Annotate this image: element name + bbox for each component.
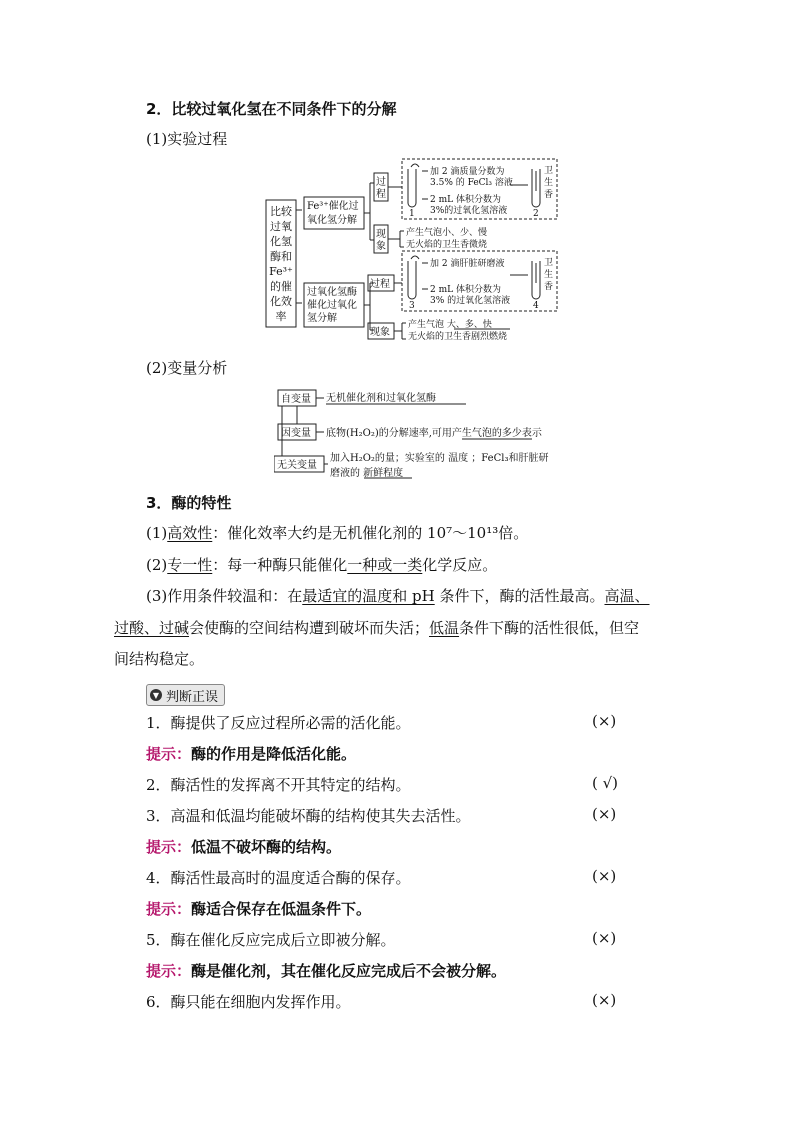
section-3-title: 3．酶的特性 (146, 494, 232, 512)
process-label-1a: 过 (376, 177, 386, 188)
judge-hint-3: 提示：低温不破坏酶的结构。 (146, 838, 342, 856)
judge-mark-5: (×) (592, 929, 617, 947)
phen2-line-1: 产生气泡 大、多、快 (408, 320, 492, 330)
dependent-text: 底物(H₂O₂)的分解速率,可用产生气泡的多少表示 (326, 428, 542, 439)
tube-label-4: 4 (533, 301, 539, 311)
incense2-a: 卫 (544, 258, 554, 268)
efficiency-keyword: 高效性 (167, 524, 213, 542)
variable-analysis-diagram (274, 386, 564, 482)
tube-label-3: 3 (409, 301, 415, 311)
experiment-process-diagram (260, 155, 560, 345)
exp2-line-2: 2 mL 体积分数为 (430, 285, 501, 295)
root-text-4: Fe³⁺ (269, 265, 293, 278)
exp1-line-2: 3.5% 的 FeCl₃ 溶液 (430, 178, 513, 188)
judge-mark-2: ( √) (592, 774, 619, 792)
tube-label-1: 1 (409, 209, 415, 219)
incense2-c: 香 (544, 282, 554, 292)
judge-hint-1: 提示：酶的作用是降低活化能。 (146, 745, 357, 763)
test-tube-3 (408, 261, 416, 299)
judge-badge: ▼ 判断正误 (146, 684, 225, 706)
fe-box-line-1: Fe³⁺催化过 (307, 201, 359, 212)
subsection-variable-analysis: (2)变量分析 (146, 359, 228, 377)
process-label-2: 过程 (370, 279, 390, 290)
independent-text: 无机催化剂和过氧化氢酶 (326, 393, 436, 404)
phen1-line-1: 产生气泡小、少、慢 (406, 228, 488, 238)
dependent-label: 因变量 (281, 428, 311, 439)
property-mild-conditions-line-1: (3)作用条件较温和：在最适宜的温度和 pH 条件下，酶的活性最高。高温、 (146, 587, 650, 605)
chevron-down-icon: ▼ (150, 689, 162, 701)
root-text-7: 率 (275, 310, 287, 323)
section-2-title: 2．比较过氧化氢在不同条件下的分解 (146, 100, 397, 118)
fe-box-line-2: 氧化氢分解 (307, 215, 357, 226)
judge-question-3: 3．高温和低温均能破坏酶的结构使其失去活性。 (146, 807, 471, 825)
property-mild-conditions-line-3: 间结构稳定。 (114, 650, 205, 668)
judge-question-1: 1．酶提供了反应过程所必需的活化能。 (146, 714, 411, 732)
judge-mark-4: (×) (592, 867, 617, 885)
judge-hint-4: 提示：酶适合保存在低温条件下。 (146, 900, 372, 918)
incense1-b: 生 (544, 178, 554, 188)
root-text-2: 化氢 (270, 235, 292, 248)
subsection-experiment-process: (1)实验过程 (146, 130, 228, 148)
enzyme-box-line-2: 催化过氧化 (307, 300, 357, 311)
property-efficiency: (1)高效性：催化效率大约是无机催化剂的 10⁷～10¹³倍。 (146, 524, 529, 542)
independent-label: 自变量 (281, 394, 311, 405)
root-text-6: 化效 (270, 295, 292, 308)
phen2-line-2: 无火焰的卫生香剧烈燃烧 (408, 332, 508, 342)
exp2-line-3: 3% 的过氧化氢溶液 (430, 296, 511, 306)
property-specificity: (2)专一性：每一种酶只能催化一种或一类化学反应。 (146, 556, 498, 574)
exp1-line-3: 2 mL 体积分数为 (430, 195, 501, 205)
incense1-a: 卫 (544, 166, 554, 176)
phenomenon-label-1a: 现 (376, 229, 386, 240)
exp1-line-1: 加 2 滴质量分数为 (430, 167, 505, 177)
root-text-1: 过氧 (270, 220, 292, 233)
root-text-0: 比较 (270, 205, 292, 218)
judge-question-5: 5．酶在催化反应完成后立即被分解。 (146, 931, 396, 949)
irrelevant-line-2: 磨液的 新鲜程度 (330, 468, 404, 479)
specificity-keyword: 专一性 (167, 556, 213, 574)
judge-mark-3: (×) (592, 805, 617, 823)
judge-question-4: 4．酶活性最高时的温度适合酶的保存。 (146, 869, 411, 887)
process-label-1b: 程 (376, 189, 386, 200)
irrelevant-line-1: 加入H₂O₂的量；实验室的 温度 ；FeCl₃和肝脏研 (330, 453, 549, 464)
incense1-c: 香 (544, 190, 554, 200)
tube-label-2: 2 (533, 209, 539, 219)
enzyme-box-line-3: 氢分解 (307, 313, 337, 324)
judge-question-2: 2．酶活性的发挥离不开其特定的结构。 (146, 776, 411, 794)
judge-question-6: 6．酶只能在细胞内发挥作用。 (146, 993, 351, 1011)
judge-mark-1: (×) (592, 712, 617, 730)
test-tube-1 (408, 169, 416, 207)
phenomenon-label-1b: 象 (376, 241, 386, 252)
judge-mark-6: (×) (592, 991, 617, 1009)
exp2-line-1: 加 2 滴肝脏研磨液 (430, 259, 505, 269)
root-text-5: 的催 (270, 280, 292, 293)
exp1-line-4: 3%的过氧化氢溶液 (430, 206, 508, 216)
phenomenon-label-2: 现象 (370, 327, 390, 338)
phen1-line-2: 无火焰的卫生香微烧 (406, 240, 488, 250)
property-mild-conditions-line-2: 过酸、过碱会使酶的空间结构遭到破坏而失活；低温条件下酶的活性很低，但空 (114, 619, 640, 637)
root-text-3: 酶和 (270, 250, 292, 263)
enzyme-box-line-1: 过氧化氢酶 (307, 287, 357, 298)
incense2-b: 生 (544, 270, 554, 280)
irrelevant-label: 无关变量 (277, 460, 317, 471)
judge-hint-5: 提示：酶是催化剂，其在催化反应完成后不会被分解。 (146, 962, 507, 980)
